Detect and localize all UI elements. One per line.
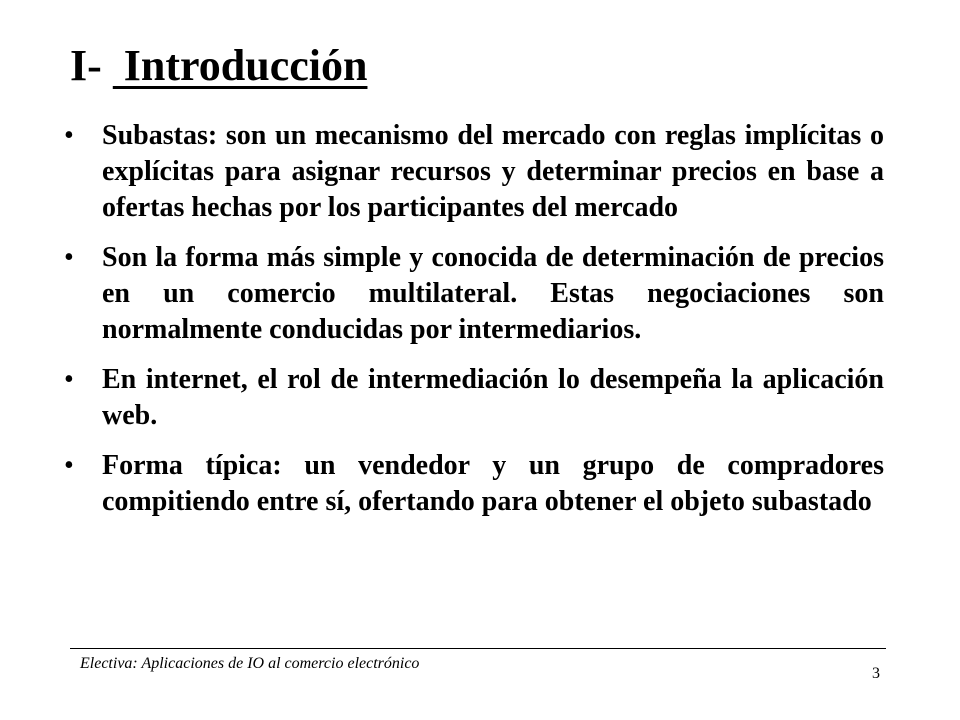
title-main: Introducción	[112, 41, 368, 90]
page-number: 3	[872, 665, 880, 682]
bullet-dot-icon: •	[64, 242, 74, 273]
bullet-text: Son la forma más simple y conocida de determinación de precios en un comercio multilateral. Estas negociaciones son normalmente conducidas por intermediarios.	[102, 242, 884, 345]
bullet-text: Forma típica: un vendedor y un grupo de compradores compitiendo entre sí, ofertando para obtener el objeto subastado	[102, 450, 884, 517]
slide-title	[70, 38, 367, 94]
bullet-dot-icon: •	[64, 120, 74, 151]
bullet-item	[62, 240, 884, 348]
bullet-list	[62, 118, 884, 534]
bullet-text: En internet, el rol de intermediación lo desempeña la aplicación web.	[102, 364, 884, 431]
bullet-item	[62, 448, 884, 520]
bullet-item	[62, 118, 884, 226]
title-prefix: I-	[70, 41, 113, 90]
bullet-item	[62, 362, 884, 434]
footer-text: Electiva: Aplicaciones de IO al comercio electrónico	[80, 655, 420, 672]
bullet-dot-icon: •	[64, 364, 74, 395]
footer-divider	[70, 648, 886, 649]
bullet-text: Subastas: son un mecanismo del mercado con reglas implícitas o explícitas para asignar recursos y determinar precios en base a ofertas hechas por los participantes del mercado	[102, 120, 884, 223]
bullet-dot-icon: •	[64, 450, 74, 481]
